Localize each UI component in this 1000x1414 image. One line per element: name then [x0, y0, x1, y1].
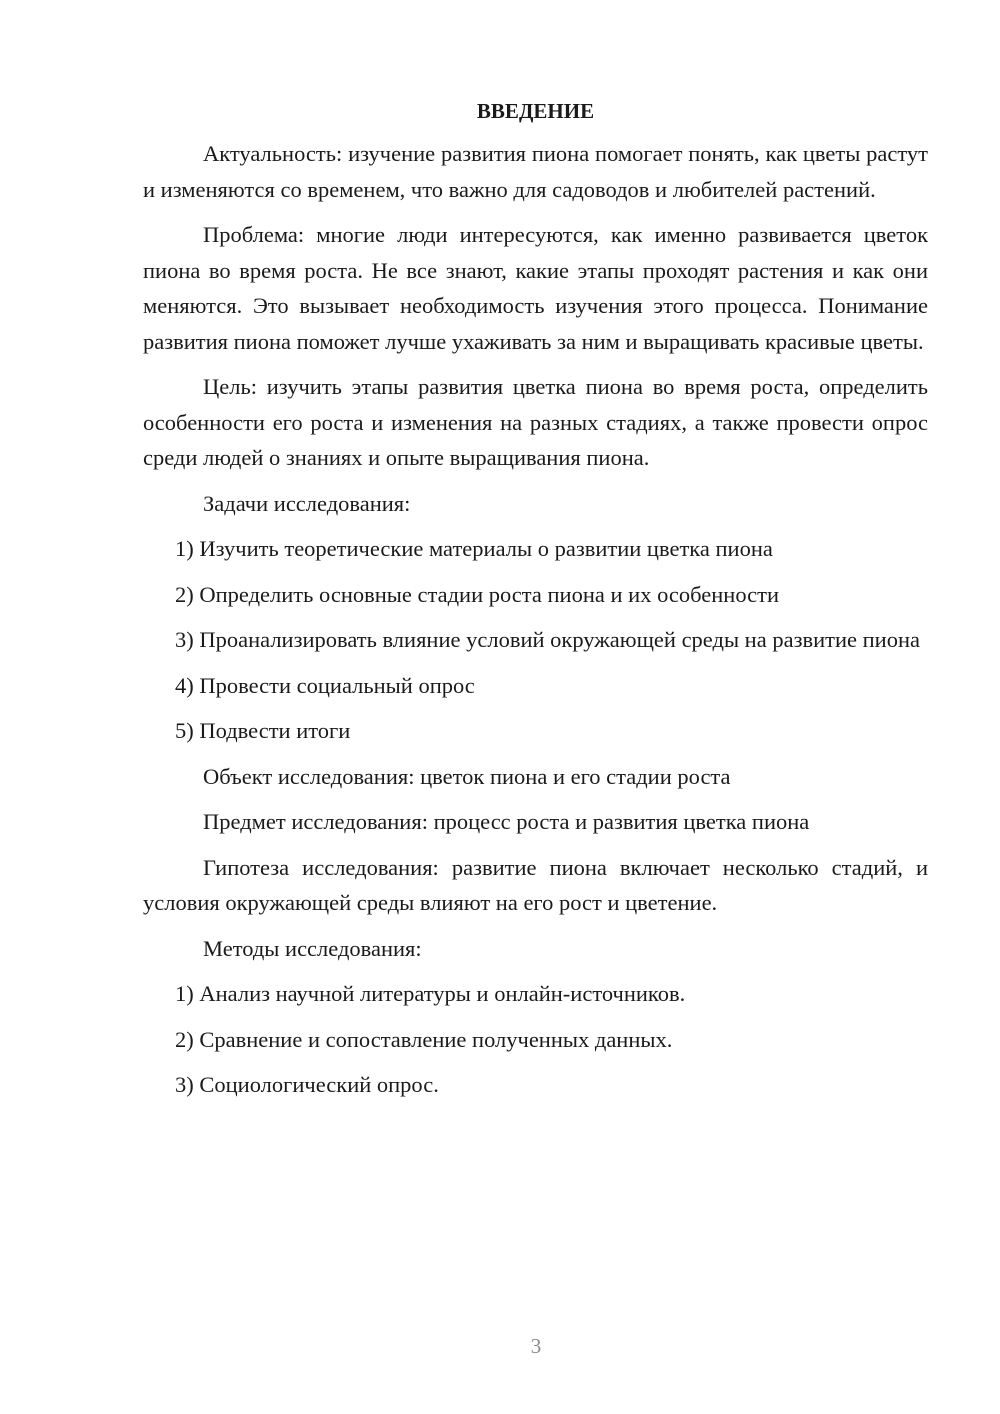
task-item: 1) Изучить теоретические материалы о развитии цветка пиона	[175, 536, 773, 561]
relevance-paragraph: Актуальность: изучение развития пиона помогает понять, как цветы растут и изменяются со временем, что важно для садоводов и любителей растений.	[143, 141, 928, 202]
task-item: 2) Определить основные стадии роста пиона и их особенности	[175, 581, 780, 607]
task-item: 3) Проанализировать влияние условий окружающей среды на развитие пиона	[175, 627, 920, 652]
problem-paragraph: Проблема: многие люди интересуются, как именно развивается цветок пиона во время роста. Не все знают, какие этапы проходят растения и как они меняются. Это вызывает необходимость изучения этого процесса. Понимание развития пиона поможет лучше ухаживать за ним и выращивать красивые цветы.	[143, 222, 928, 354]
section-title: ВВЕДЕНИЕ	[476, 99, 595, 123]
tasks-heading: Задачи исследования:	[203, 490, 411, 516]
subject-line: Предмет исследования: процесс роста и развития цветка пиона	[203, 809, 810, 834]
method-item: 3) Социологический опрос.	[175, 1072, 439, 1097]
task-item: 4) Провести социальный опрос	[175, 672, 475, 698]
method-item: 1) Анализ научной литературы и онлайн-источников.	[175, 981, 686, 1006]
object-line: Объект исследования: цветок пиона и его стадии роста	[203, 763, 731, 789]
methods-heading: Методы исследования:	[203, 935, 422, 961]
document-body	[143, 94, 928, 1113]
hypothesis-paragraph: Гипотеза исследования: развитие пиона включает несколько стадий, и условия окружающей среды влияют на его рост и цветение.	[143, 854, 928, 915]
task-item: 5) Подвести итоги	[175, 718, 351, 743]
method-item: 2) Сравнение и сопоставление полученных данных.	[175, 1026, 673, 1052]
page-number: 3	[530, 1334, 542, 1358]
goal-paragraph: Цель: изучить этапы развития цветка пиона во время роста, определить особенности его роста и изменения на разных стадиях, а также провести опрос среди людей о знаниях и опыте выращивания пиона.	[143, 374, 928, 470]
